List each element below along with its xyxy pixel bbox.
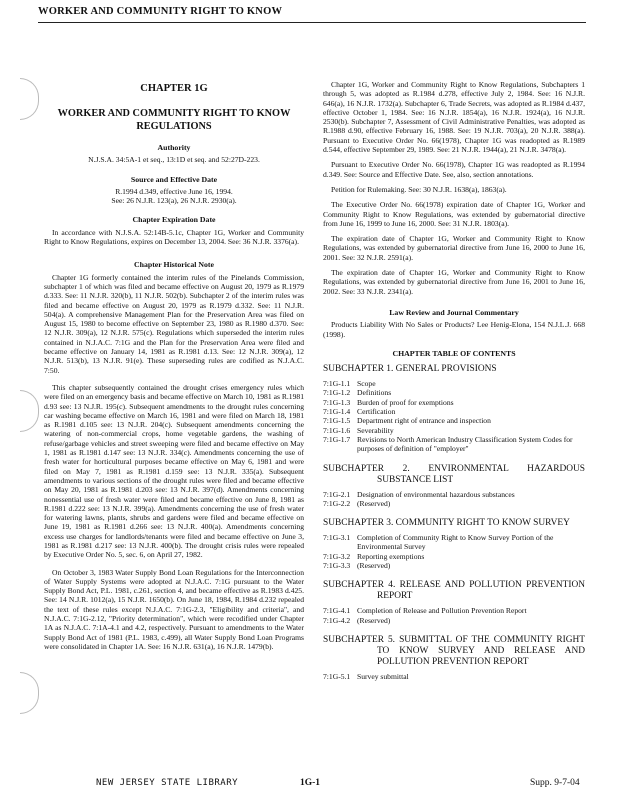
toc-entry: 7:1G-4.2 (Reserved) <box>323 615 391 625</box>
toc-entry: 7:1G-1.2 Definitions <box>323 388 392 398</box>
punch-hole-mark <box>20 78 39 120</box>
right-paragraph-6: The expiration date of Chapter 1G, Worker and Community Right to Know Regulations, was extended by gubernatorial directive from June 16, 2001 to June 16, 2002. See: 33 N.J.R. 2341(a). <box>323 268 585 296</box>
subchapter-title: SUBCHAPTER 2. ENVIRONMENTAL HAZARDOUS SUBSTANCE LIST <box>323 463 585 485</box>
chapter-number: CHAPTER 1G <box>140 83 208 94</box>
law-review-text: Products Liability With No Sales or Products? Lee Henig-Elona, 154 N.J.L.J. 668 (1998). <box>323 320 585 339</box>
history-heading: Chapter Historical Note <box>134 260 214 270</box>
toc-subchapter <box>323 635 585 681</box>
library-stamp: NEW JERSEY STATE LIBRARY <box>96 778 239 788</box>
toc-entry: 7:1G-1.3 Burden of proof for exemptions <box>323 397 454 407</box>
right-column <box>323 80 585 681</box>
expiration-text: In accordance with N.J.S.A. 52:14B-5.1c, Chapter 1G, Worker and Community Right to Know Regulations, expires on December 13, 2004. See: 36 N.J.R. 3376(a). <box>44 227 304 247</box>
authority-text: N.J.S.A. 34:5A-1 et seq., 13:1D et seq. and 52:27D-223. <box>88 155 260 165</box>
chapter-title: WORKER AND COMMUNITY RIGHT TO KNOW REGULATIONS <box>57 108 291 132</box>
authority-heading: Authority <box>157 143 191 152</box>
right-paragraph-5: The expiration date of Chapter 1G, Worker and Community Right to Know Regulations, was extended by gubernatorial directive from June 16, 2000 to June 16, 2001. See: 32 N.J.R. 2591(a). <box>323 234 585 262</box>
history-paragraph-3: On October 3, 1983 Water Supply Bond Loan Regulations for the Interconnection of Water Supply Systems were adopted at N.J.A.C. 7:1G pursuant to the Water Supply Bond Act, P.L. 1981, c.261, section 4, and became effective as R.1983 d.425. See: 14 N.J.R. 1012(a), 15 N.J.R. 1650(b). On June 18, 1984, R.1984 d.232 repealed the text of these rules except N.J.A.C. 7:1G-2.3, "Eligibility and criteria", and N.J.A.C. 7:1G-2.12, "Priority determination", which were recodified under Chapter 1A as N.J.A.C. 7:1A-4.1 and 4.2, respectively. Pursuant to amendments to the Water Supply Bond Act of 1981 (P.L. 1983, c.499), all Water Supply Bond Loan Programs were consolidated in Chapter 1A. See: 16 N.J.R. 631(a), 16 N.J.R. 1479(b). <box>44 567 304 651</box>
page-footer <box>0 776 618 792</box>
toc-subchapter <box>323 580 585 625</box>
source-line-1: R.1994 d.349, effective June 16, 1994. <box>115 186 233 196</box>
right-paragraph-2: Pursuant to Executive Order No. 66(1978), Chapter 1G was readopted as R.1994 d.349. See: Source and Effective Date. See, also, section annotations. <box>323 160 585 179</box>
subchapter-title: SUBCHAPTER 5. SUBMITTAL OF THE COMMUNITY RIGHT TO KNOW SURVEY AND RELEASE AND POLLUTION PREVENTION REPORT <box>323 634 585 667</box>
subchapter-title: SUBCHAPTER 1. GENERAL PROVISIONS <box>323 364 497 375</box>
toc-subchapter <box>323 364 585 453</box>
toc-entry: 7:1G-3.1 Completion of Community Right to Know Survey Portion of the Environmental Survey <box>323 533 554 552</box>
toc-entry: 7:1G-1.7 Revisions to North American Industry Classification System Codes for purposes of definition of "employer" <box>323 434 573 454</box>
page-number: 1G-1 <box>300 778 321 788</box>
right-paragraph-4: The Executive Order No. 66(1978) expiration date of Chapter 1G, Worker and Community Right to Know Regulations, was extended by gubernatorial directive from June 16, 1999 to June 16, 2000. See: 31 N.J.R. 1803(a). <box>323 200 585 228</box>
law-review-heading: Law Review and Journal Commentary <box>389 307 519 317</box>
right-paragraph-3: Petition for Rulemaking. See: 30 N.J.R. 1638(a), 1863(a). <box>331 184 507 194</box>
source-heading: Source and Effective Date <box>130 174 218 184</box>
running-header: WORKER AND COMMUNITY RIGHT TO KNOW <box>38 6 283 17</box>
toc-subchapter <box>323 518 585 570</box>
history-paragraph-1: Chapter 1G formerly contained the interim rules of the Pinelands Commission, subchapter 1 of which was filed and became effective on August 20, 1979 as R.1979 d.333. See: 11 N.J.R. 320(b), 11 N.J.R. 502(b). Subchapter 2 of the interim rules was filed and became effective on August 20, 1979 as R.1979 d.332. See: 11 N.J.R. 504(a). A comprehensive Management Plan for the Preservation Area was filed on August 15, 1980 to become effective on September 23, 1980 as R.1980 d.370. See: 12 N.J.R. 309(a), 12 N.J.R. 575(c). Regulations which superseded the interim rules contained in N.J.A.C. 7:1G and the Plan for the Preservation Area were filed and became effective on January 14, 1981 as R.1981 d.13. See: 12 N.J.R. 309(a), 12 N.J.R. 513(b), 13 N.J.R. 91(e). These superseding rules are codified as N.J.A.C. 7:50. <box>44 272 304 375</box>
header-rule <box>38 22 586 23</box>
toc-entry: 7:1G-1.4 Certification <box>323 407 396 417</box>
subchapter-title: SUBCHAPTER 3. COMMUNITY RIGHT TO KNOW SURVEY <box>323 518 570 529</box>
toc-subchapter <box>323 464 585 509</box>
toc-entry: 7:1G-5.1 Survey submittal <box>323 671 409 681</box>
toc-entry: 7:1G-3.3 (Reserved) <box>323 560 391 570</box>
source-line-2: See: 26 N.J.R. 123(a), 26 N.J.R. 2930(a). <box>111 196 237 206</box>
supplement-date: Supp. 9-7-04 <box>530 778 580 788</box>
toc-heading: CHAPTER TABLE OF CONTENTS <box>392 348 516 358</box>
subchapter-title: SUBCHAPTER 4. RELEASE AND POLLUTION PREVENTION REPORT <box>323 580 585 602</box>
toc-entry: 7:1G-1.1 Scope <box>323 379 376 389</box>
toc-entry: 7:1G-1.5 Department right of entrance and inspection <box>323 416 491 426</box>
punch-hole-mark <box>20 672 39 714</box>
toc-entry: 7:1G-2.2 (Reserved) <box>323 498 391 508</box>
punch-hole-mark <box>20 390 39 432</box>
history-paragraph-2: This chapter subsequently contained the drought crises emergency rules which were filed on an emergency basis and became effective on March 10, 1981 as R.1981 d.93 see: 13 N.J.R. 195(c). Subsequent amendments to the drought rules concerning car washing became effective on March 16, 1981 and were filed on March 18, 1981 as R.1981 d.105 see: 13 N.J.R. 204(c). Subsequent amendments concerning the watering of non-commercial crops, home vegetable gardens, the washing of refuse/garbage vehicles and street sweeping were filed and became effective on May 1, 1981 as R.1981 d.147 see: 13 N.J.R. 334(c). Amendments concerning the use of fresh water for horticultural purposes became effective on May 6, 1981 and were filed on May 7, 1981 as R.1981 d.159 see: 13 N.J.R. 335(a). Subsequent amendments to various sections of the drought rules were filed and became effective on May 20, 1981 as R.1981 d.203 see: 13 N.J.R. 397(d). Amendments concerning nonessential use of fresh water were filed and became effective on June 8, 1981 as R.1981 d.222 see: 13 N.J.R. 399(a). Amendments concerning the use of fresh water for watering lawns, plants, shrubs and gardens were filed and became effective on June 19, 1981 as R.1981 d.266 see: 13 N.J.R. 400(a). Amendments concerning excess use charges for landlords/tenants were filed and became effective on June 3, 1981 as R.1981 d.217 see: 13 N.J.R. 400(b). The drought crisis rules were repealed by Executive Order No. 5, sec. 6, on April 27, 1982. <box>44 382 304 560</box>
right-paragraph-1: Chapter 1G, Worker and Community Right to Know Regulations, Subchapters 1 through 5, was adopted as R.1984 d.278, effective July 2, 1984. See: 16 N.J.R. 646(a), 16 N.J.R. 1732(a). Subchapter 6, Trade Secrets, was adopted as R.1984 d.437, effective October 1, 1984. See: 16 N.J.R. 1854(a), 16 N.J.R. 1924(a), 16 N.J.R. 2530(b). Subchapter 7, Assessment of Civil Administrative Penalties, was adopted as R.1988 d.90, effective February 16, 1988. See: 19 N.J.R. 703(a), 20 N.J.R. 388(a). Pursuant to Executive Order No. 66(1978), Chapter 1G was readopted as R.1989 d.544, effective September 29, 1989. See: 21 N.J.R. 1944(a), 21 N.J.R. 3478(a). <box>323 80 585 155</box>
toc-entry: 7:1G-3.2 Reporting exemptions <box>323 551 425 561</box>
expiration-heading: Chapter Expiration Date <box>132 215 216 225</box>
toc-entry: 7:1G-2.1 Designation of environmental hazardous substances <box>323 489 515 499</box>
toc-entry: 7:1G-4.1 Completion of Release and Pollution Prevention Report <box>323 606 527 616</box>
toc-entry: 7:1G-1.6 Severability <box>323 425 394 435</box>
left-column <box>44 82 304 657</box>
